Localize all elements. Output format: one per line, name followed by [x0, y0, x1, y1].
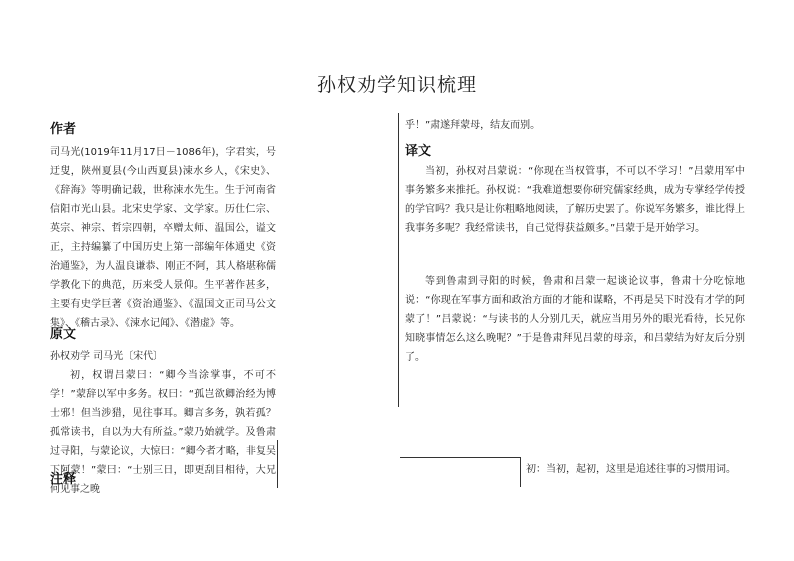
notes-heading: 注释: [50, 472, 77, 487]
note-1: 初：当初，起初，这里是追述往事的习惯用词。: [526, 464, 736, 475]
author-heading: 作者: [50, 122, 77, 137]
original-heading: 原文: [50, 327, 77, 342]
page-title: 孙权劝学知识梳理: [316, 74, 477, 96]
translation-heading: 译文: [405, 144, 432, 159]
author-bio: 司马光(1019年11月17日－1086年)，字君实，号迂叟，陕州夏县(今山西夏县)涑水乡人，《宋史》、《辞海》等明确记载，世称涑水先生。生于河南省信阳市光山县。北宋史学家、文学家。历仕仁宗、英宗、神宗、哲宗四朝，卒赠太师、温国公，谥文正，主持编纂了中国历史上第一部编年体通史《资治通鉴》，为人温良谦恭、刚正不阿，其人格堪称儒学教化下的典范，历来受人景仰。生平著作甚多，主要有史学巨著《资治通鉴》、《温国文正司马公文集》、《稽古录》、《涑水记闻》、《潜虚》等。: [50, 147, 276, 329]
notes-rule: [400, 457, 520, 458]
column-divider-left: [277, 440, 278, 488]
notes-rule-vertical: [520, 457, 521, 487]
original-text-continued: 乎！”肃遂拜蒙母，结友而别。: [405, 120, 541, 131]
original-text: 初，权谓吕蒙曰：“卿今当涂掌事，不可不学！”蒙辞以军中多务。权曰：“孤岂欲卿治经为博士邪！但当涉猎，见往事耳。卿言多务，孰若孤？孤常读书，自以为大有所益。”蒙乃始就学。及鲁肃过寻阳，与蒙论议，大惊曰：“卿今者才略，非复吴下阿蒙！”蒙曰：“士别三日，即更刮目相待，大兄何见事之晚: [50, 370, 276, 495]
translation-para-2: 等到鲁肃到寻阳的时候，鲁肃和吕蒙一起谈论议事，鲁肃十分吃惊地说：“你现在军事方面和政治方面的才能和谋略，不再是吴下时没有才学的阿蒙了！”吕蒙说：“与读书的人分别几天，就应当用另外的眼光看待，长兄你知晓事情怎么这么晚呢？”于是鲁肃拜见吕蒙的母亲，和吕蒙结为好友后分别了。: [405, 276, 745, 363]
original-byline: 孙权劝学 司马光〔宋代〕: [50, 351, 164, 362]
column-divider-center: [398, 113, 399, 407]
translation-para-1: 当初，孙权对吕蒙说：“你现在当权管事，不可以不学习！”吕蒙用军中事务繁多来推托。孙权说：“我难道想要你研究儒家经典，成为专掌经学传授的学官吗？我只是让你粗略地阅读，了解历史罢了。你说军务繁多，谁比得上我事务多呢？我经常读书，自己觉得获益颇多。”吕蒙于是开始学习。: [405, 166, 745, 234]
